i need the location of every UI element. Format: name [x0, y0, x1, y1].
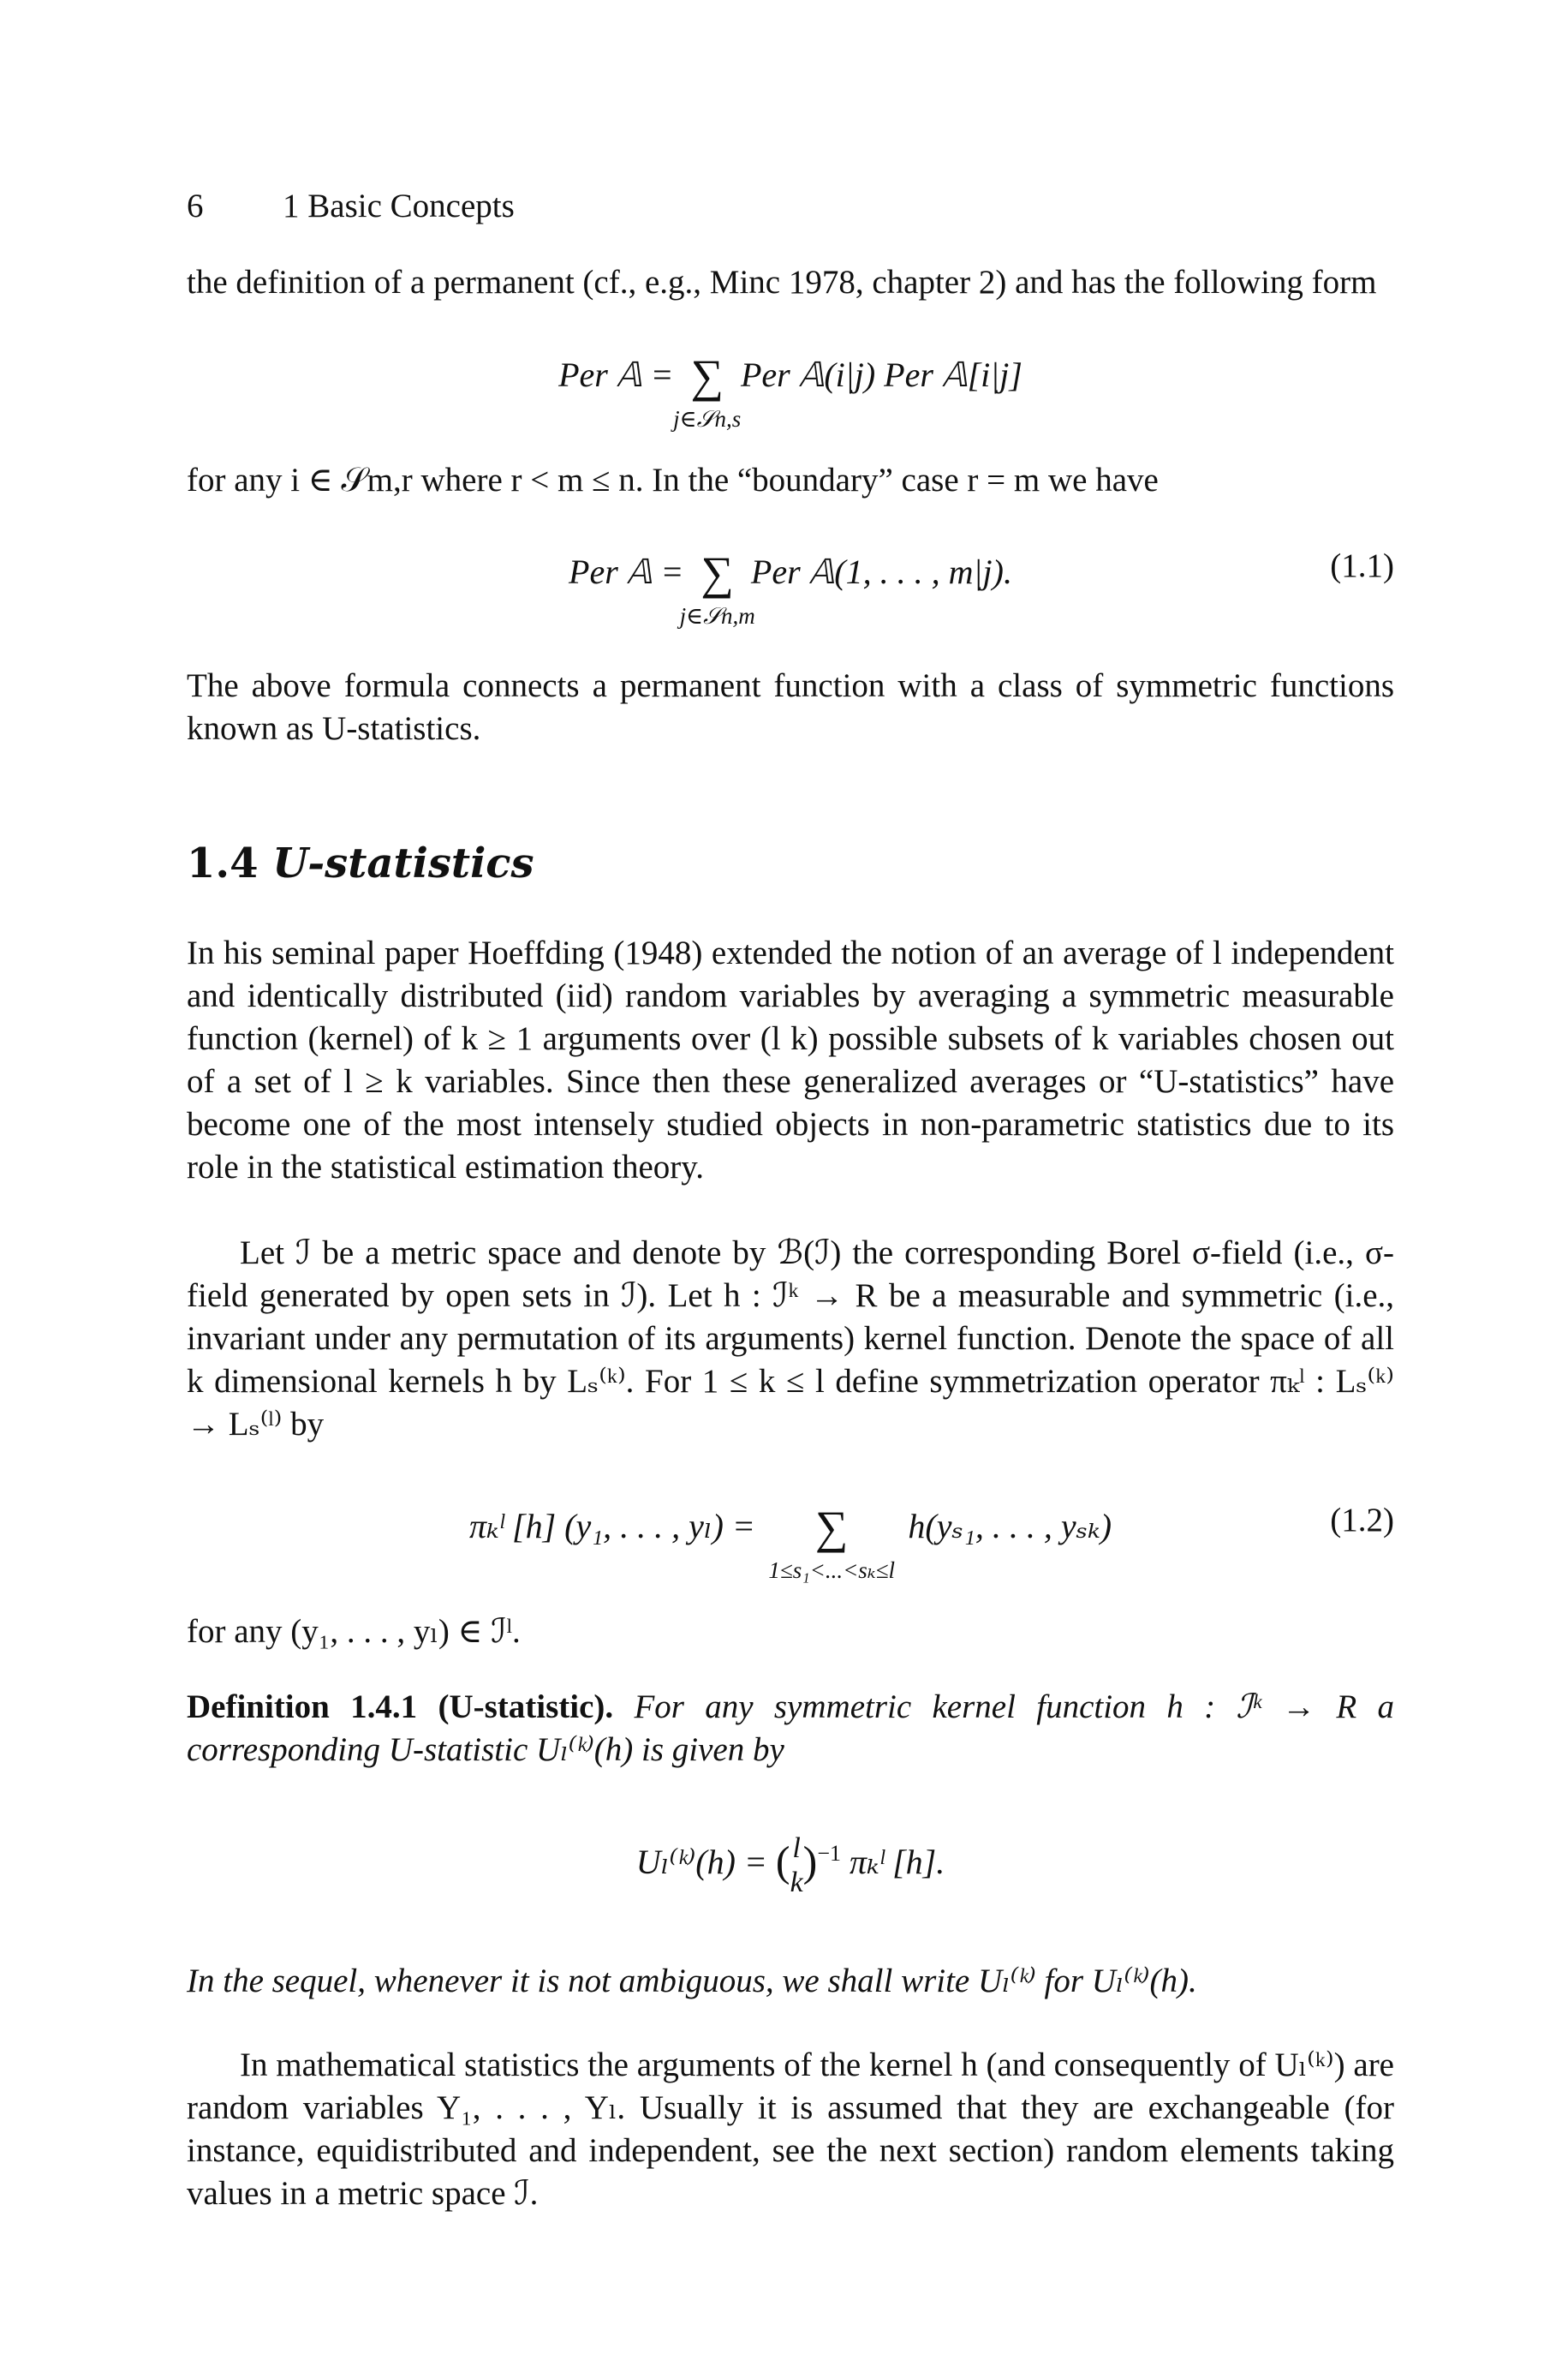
paragraph-hoeffding: In his seminal paper Hoeffding (1948) extended the notion of an average of l independent and identically distributed (iid) random variables by averaging a symmetric measurable function (kernel) of k ≥ 1 arguments over (l k) possible subsets of k variables chosen out of a set of l ≥ k variables. Since then these generalized averages or “U-statistics” have become one of the most intensely studied objects in non-parametric statistics due to its role in the statistical estimation theory.	[187, 935, 1394, 1186]
definition-1-4-1	[187, 1686, 1394, 1772]
eq-def-rhs: πₖˡ [h].	[849, 1843, 945, 1882]
sum-symbol: ∑ j∈𝒮n,m	[679, 547, 755, 629]
eq-1-2-lhs: πₖˡ [h] (y₁, . . . , yₗ) =	[468, 1507, 755, 1545]
paragraph-notation-remark: In the sequel, whenever it is not ambiguous, we shall write Uₗ⁽ᵏ⁾ for Uₗ⁽ᵏ⁾(h).	[187, 1963, 1197, 1999]
eq-1-1-lhs: Per 𝔸 =	[569, 553, 684, 591]
eq-1-2-sum-index: 1≤s₁<...<sₖ≤l	[768, 1557, 895, 1583]
eq-a-sum-index: j∈𝒮n,s	[673, 406, 742, 432]
eq-a-lhs: Per 𝔸 =	[558, 356, 674, 394]
equation-u-statistic-definition	[187, 1831, 1394, 1934]
equation-1-2	[187, 1501, 1394, 1604]
page-number: 6	[187, 188, 204, 224]
paragraph-u-statistics-intro: The above formula connects a permanent function with a class of symmetric functions known as U-statistics.	[187, 667, 1394, 747]
sum-symbol: ∑ j∈𝒮n,s	[673, 350, 742, 432]
equation-label-1-1: (1.1)	[1330, 547, 1394, 584]
section-heading	[187, 839, 534, 887]
definition-heading: Definition 1.4.1 (U-statistic).	[187, 1688, 614, 1725]
definition-text: For any symmetric kernel function h : ℐᵏ → R a corresponding U-statistic Uₗ⁽ᵏ⁾(h) is given by	[187, 1688, 1395, 1768]
running-head	[187, 187, 515, 225]
eq-1-1-rhs: Per 𝔸(1, . . . , m|j).	[750, 553, 1012, 591]
paragraph-for-any-y: for any (y₁, . . . , yₗ) ∈ ℐˡ.	[187, 1613, 521, 1650]
equation-permanent-expansion	[187, 350, 1394, 452]
equation-label-1-2: (1.2)	[1330, 1502, 1394, 1539]
eq-1-2-rhs: h(yₛ₁, . . . , yₛₖ)	[908, 1507, 1112, 1545]
paragraph-definition-permanent: the definition of a permanent (cf., e.g., Minc 1978, chapter 2) and has the following form	[187, 264, 1377, 301]
eq-1-1-sum-index: j∈𝒮n,m	[679, 603, 755, 629]
sum-symbol: ∑ 1≤s₁<...<sₖ≤l	[768, 1502, 895, 1583]
paragraph-random-arguments: In mathematical statistics the arguments of the kernel h (and consequently of Uₗ⁽ᵏ⁾) are random variables Y₁, . . . , Yₗ. Usually it is assumed that they are exchangeable (for instance, equidistributed and independent, see the next section) random elements taking values in a metric space ℐ.	[187, 2046, 1394, 2212]
eq-def-lhs: Uₗ⁽ᵏ⁾(h) =	[635, 1843, 767, 1882]
paragraph-boundary-case: for any i ∈ 𝒮m,r where r < m ≤ n. In the “boundary” case r = m we have	[187, 462, 1159, 499]
eq-a-rhs: Per 𝔸(i|j) Per 𝔸[i|j]	[740, 356, 1022, 394]
section-number: 1.4	[187, 839, 259, 887]
binomial-coefficient: (l k)$^{-1}$	[775, 1832, 841, 1898]
section-title: U-statistics	[272, 839, 534, 887]
paragraph-metric-space: Let ℐ be a metric space and denote by ℬ(ℐ) the corresponding Borel σ-field (i.e., σ-field generated by open sets in ℐ). Let h : ℐᵏ → R be a measurable and symmetric (i.e., invariant under any permutation of its arguments) kernel function. Denote the space of all k dimensional kernels h by Lₛ⁽ᵏ⁾. For 1 ≤ k ≤ l define symmetrization operator πₖˡ : Lₛ⁽ᵏ⁾ → Lₛ⁽ˡ⁾ by	[187, 1234, 1394, 1443]
equation-1-1	[187, 547, 1394, 649]
chapter-title: 1 Basic Concepts	[283, 188, 515, 224]
